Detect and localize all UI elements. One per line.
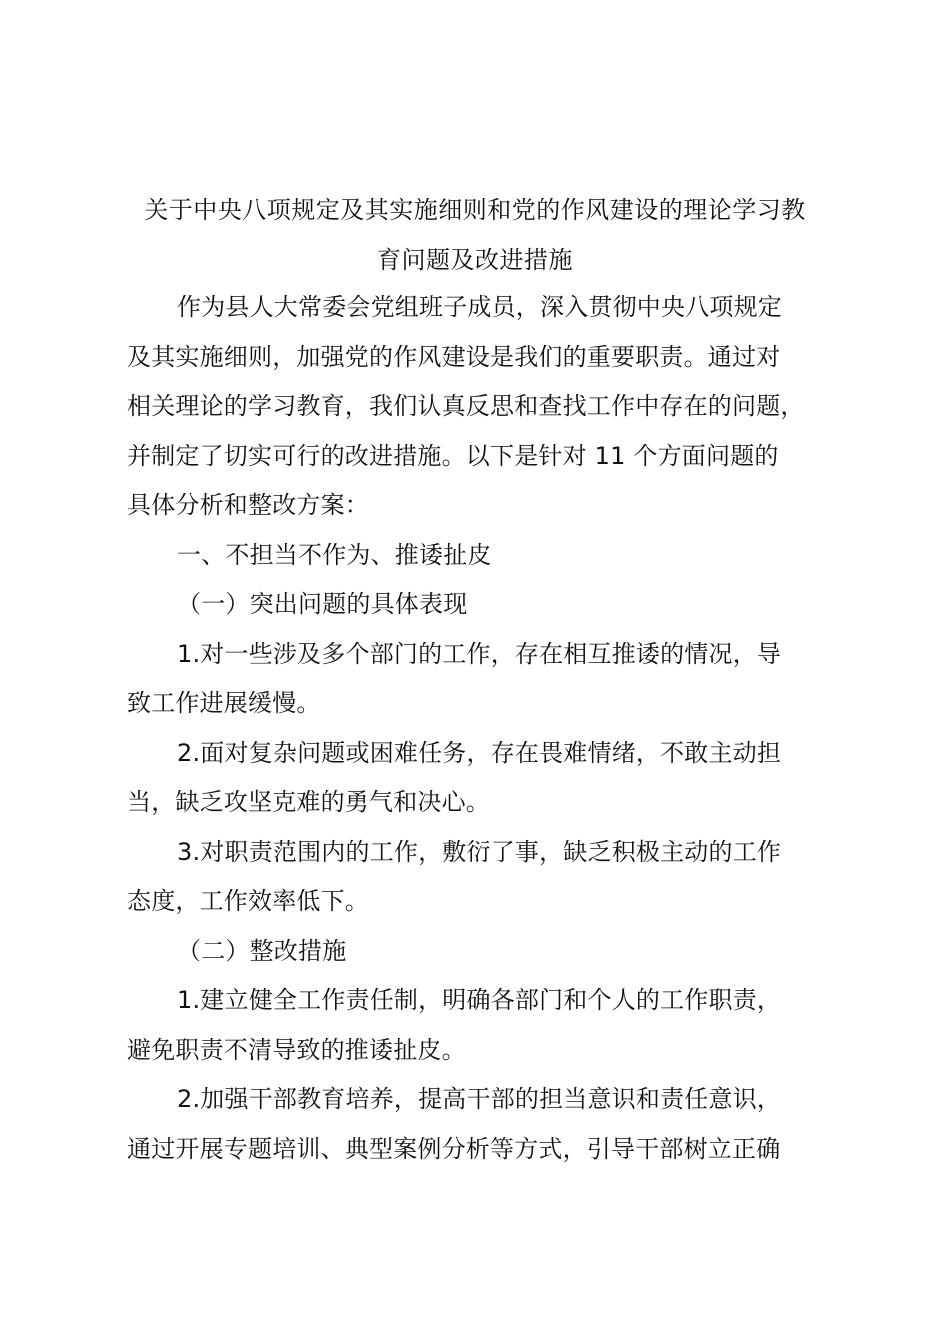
list-item-continuation: 当，缺乏攻坚克难的勇气和决心。 [127, 788, 490, 816]
title-line-1: 关于中央八项规定及其实施细则和党的作风建设的理论学习教 [144, 196, 806, 224]
document-title [110, 186, 840, 285]
list-item: 1.建立健全工作责任制，明确各部门和个人的工作职责， [177, 986, 782, 1014]
section-heading: 一、不担当不作为、推诿扯皮 [177, 540, 492, 569]
list-item: 3.对职责范围内的工作，敷衍了事，缺乏积极主动的工作 [177, 837, 782, 866]
list-item-continuation: 致工作进展缓慢。 [127, 689, 321, 717]
title-line-2: 育问题及改进措施 [377, 245, 573, 274]
list-item-continuation: 态度，工作效率低下。 [127, 887, 369, 915]
paragraph-line: 相关理论的学习教育，我们认真反思和查找工作中存在的问题， [127, 392, 805, 420]
list-item: 2.加强干部教育培养，提高干部的担当意识和责任意识， [177, 1085, 782, 1113]
paragraph-line: 及其实施细则，加强党的作风建设是我们的重要职责。通过对 [127, 342, 781, 371]
subsection-heading: （二）整改措施 [177, 936, 347, 965]
list-item-continuation: 通过开展专题培训、典型案例分析等方式，引导干部树立正确 [127, 1134, 781, 1163]
document-body [127, 283, 832, 1174]
list-item: 1.对一些涉及多个部门的工作，存在相互推诿的情况，导 [177, 639, 782, 668]
paragraph-line: 具体分析和整改方案： [127, 491, 369, 519]
paragraph-line: 作为县人大常委会党组班子成员，深入贯彻中央八项规定 [177, 293, 782, 321]
list-item-continuation: 避免职责不清导致的推诿扯皮。 [127, 1035, 466, 1064]
subsection-heading: （一）突出问题的具体表现 [177, 590, 468, 618]
paragraph-line: 并制定了切实可行的改进措施。以下是针对 11 个方面问题的 [127, 441, 779, 470]
list-item: 2.面对复杂问题或困难任务，存在畏难情绪，不敢主动担 [177, 738, 782, 767]
